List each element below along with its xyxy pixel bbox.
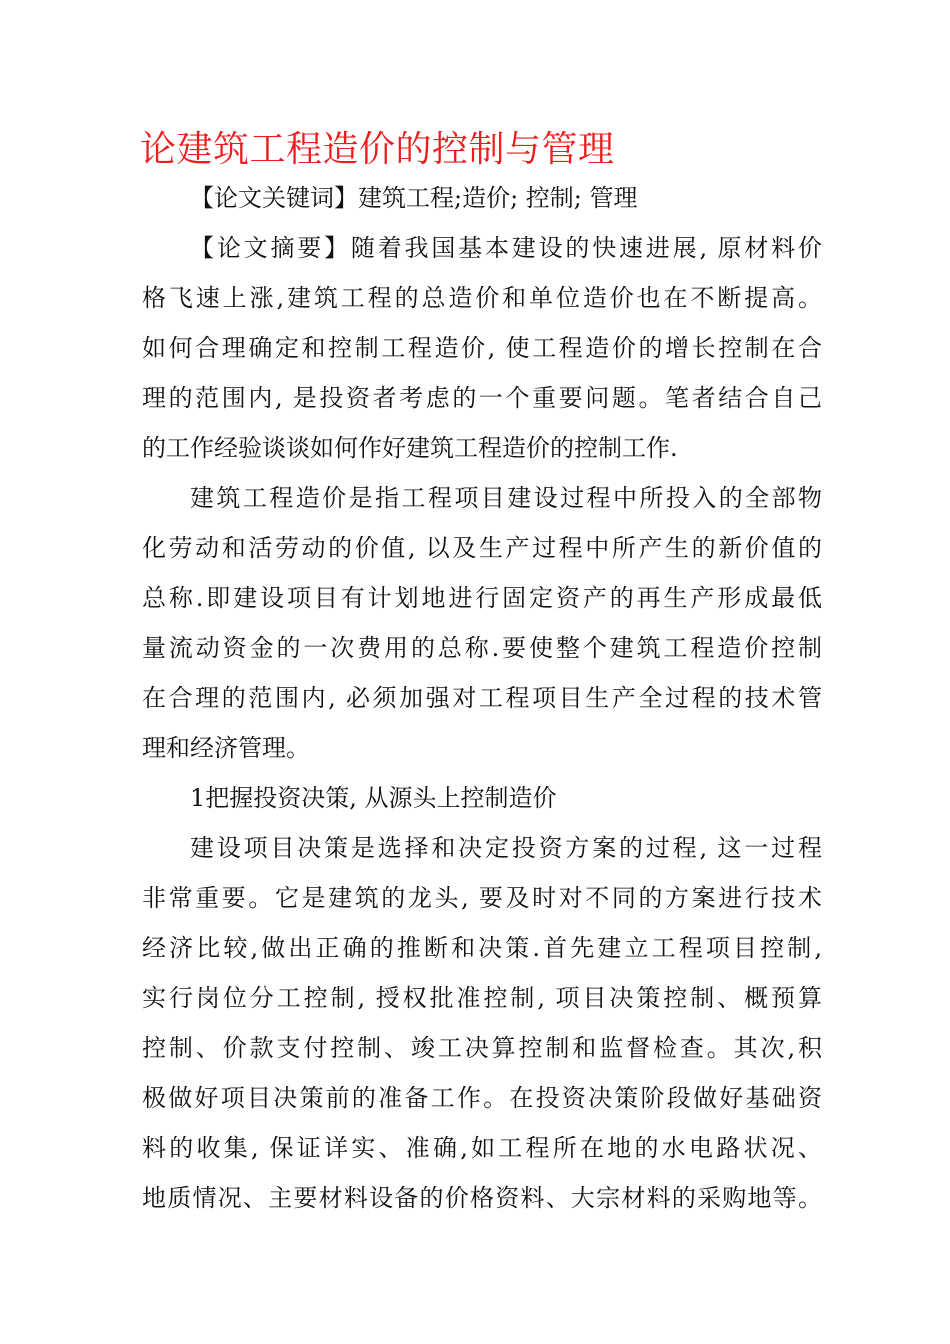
paragraph-line: 量流动资金的一次费用的总称.要使整个建筑工程造价控制: [142, 634, 822, 662]
abstract-line: 理的范围内, 是投资者考虑的一个重要问题。笔者结合自己: [142, 384, 822, 412]
abstract-line: 的工作经验谈谈如何作好建筑工程造价的控制工作.: [142, 434, 678, 462]
paragraph-line: 地质情况、主要材料设备的价格资料、大宗材料的采购地等。: [142, 1184, 822, 1212]
paragraph-line: 料的收集, 保证详实、准确,如工程所在地的水电路状况、: [142, 1134, 822, 1162]
paragraph-line: 在合理的范围内, 必须加强对工程项目生产全过程的技术管: [142, 684, 822, 712]
paragraph-line: 经济比较,做出正确的推断和决策.首先建立工程项目控制,: [142, 934, 822, 962]
keywords-line: 【论文关键词】建筑工程;造价; 控制; 管理: [190, 184, 638, 212]
paragraph-line: 建筑工程造价是指工程项目建设过程中所投入的全部物: [190, 484, 822, 512]
abstract-line: 格飞速上涨,建筑工程的总造价和单位造价也在不断提高。: [142, 284, 822, 312]
abstract-line: 【论文摘要】随着我国基本建设的快速进展, 原材料价: [190, 234, 822, 262]
paragraph-line: 实行岗位分工控制, 授权批准控制, 项目决策控制、概预算: [142, 984, 822, 1012]
paragraph-line: 化劳动和活劳动的价值, 以及生产过程中所产生的新价值的: [142, 534, 822, 562]
document-title: 论建筑工程造价的控制与管理: [140, 129, 615, 170]
paragraph-line: 极做好项目决策前的准备工作。在投资决策阶段做好基础资: [142, 1084, 822, 1112]
paragraph-line: 建设项目决策是选择和决定投资方案的过程, 这一过程: [190, 834, 822, 862]
paragraph-line: 总称.即建设项目有计划地进行固定资产的再生产形成最低: [142, 584, 822, 612]
section-heading: 1把握投资决策, 从源头上控制造价: [190, 784, 557, 812]
abstract-line: 如何合理确定和控制工程造价, 使工程造价的增长控制在合: [142, 334, 822, 362]
paragraph-line: 理和经济管理。: [142, 734, 310, 762]
paragraph-line: 非常重要。它是建筑的龙头, 要及时对不同的方案进行技术: [142, 884, 822, 912]
paragraph-line: 控制、价款支付控制、竣工决算控制和监督检查。其次,积: [142, 1034, 822, 1062]
